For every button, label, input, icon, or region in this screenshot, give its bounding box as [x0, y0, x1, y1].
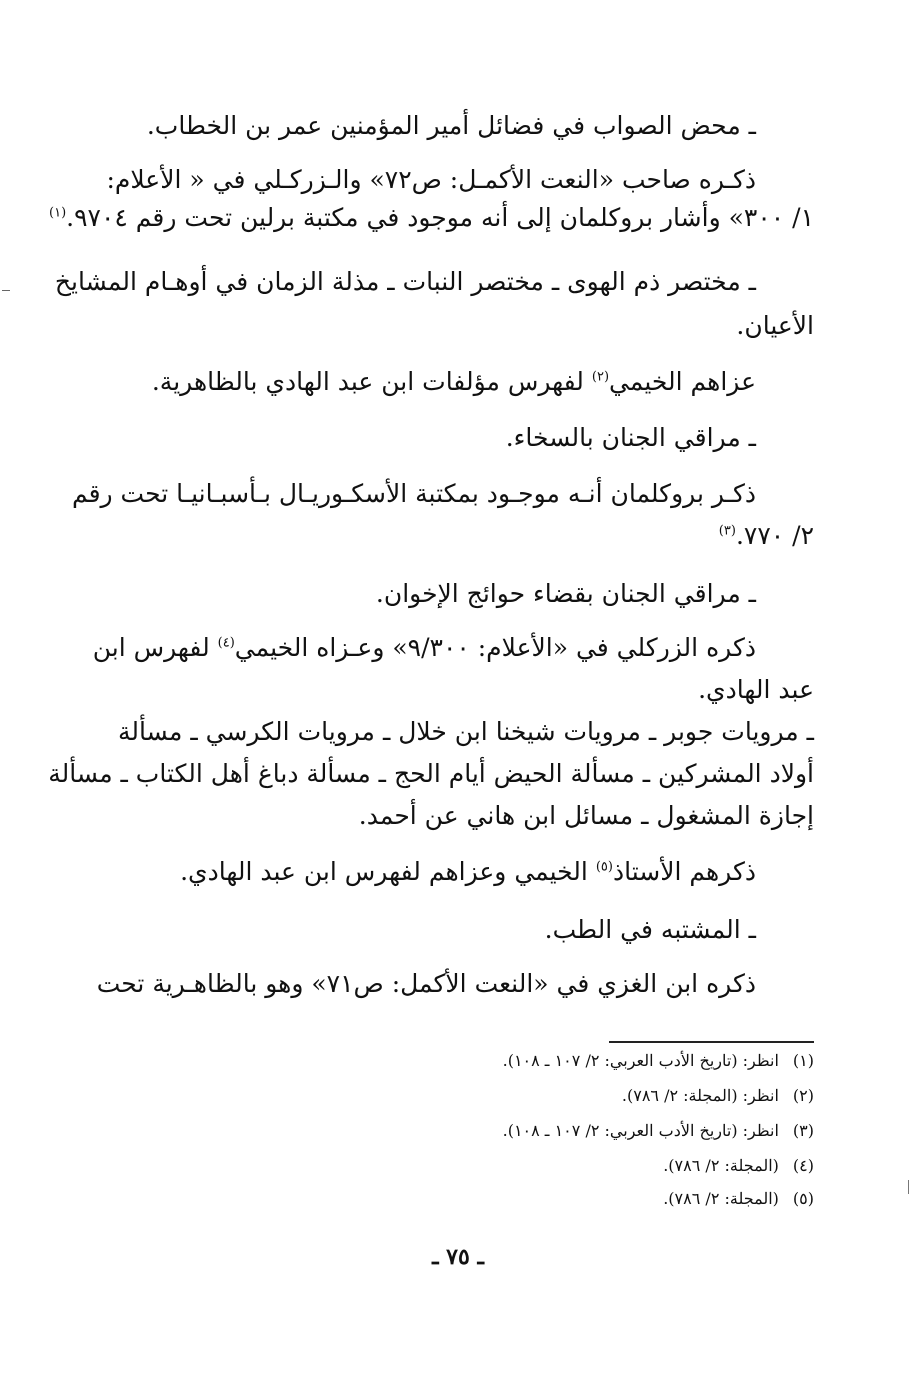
- entry-2-note-a: عزاهم الخيمي: [609, 367, 756, 396]
- entry-4-note-line-2: عبد الهادي.: [698, 675, 814, 704]
- footnote-4-text: (المجلة: ٢/ ٧٨٦).: [663, 1156, 779, 1175]
- entry-1-note-line-2: [49, 200, 814, 236]
- footnote-separator: [609, 1041, 814, 1043]
- footnote-ref-5: (٥): [595, 859, 613, 875]
- page-number: ـ ٧٥ ـ: [432, 1244, 484, 1270]
- entry-2-note-b: لفهرس مؤلفات ابن عبد الهادي بالظاهرية.: [151, 367, 584, 396]
- entry-4-note-b: لفهرس ابن: [92, 633, 210, 662]
- entry-2-title-line-1: ـ مختصر ذم الهوى ـ مختصر النبات ـ مذلة الزمان في أوهـام المشايخ: [54, 267, 756, 296]
- footnote-ref-3: (٣): [718, 523, 736, 539]
- entry-4-title: ـ مراقي الجنان بقضاء حوائج الإخوان.: [375, 579, 756, 608]
- scan-margin-mark-left: [2, 290, 10, 291]
- entry-5-title-line-2: أولاد المشركين ـ مسألة الحيض أيام الحج ـ مسألة دباغ أهل الكتاب ـ مسألة: [48, 759, 814, 788]
- footnote-1: [118, 1050, 814, 1072]
- footnote-3-number: (٣): [792, 1121, 814, 1140]
- entry-5-note-a: ذكرهم الأستاذ: [612, 857, 756, 886]
- footnote-2-number: (٢): [792, 1086, 814, 1105]
- entry-3-note-text: ٢/ ٧٧٠.: [735, 521, 814, 550]
- footnote-3-text: انظر: (تاريخ الأدب العربي: ٢/ ١٠٧ ـ ١٠٨).: [502, 1121, 779, 1140]
- entry-5-note: [118, 854, 814, 890]
- scan-margin-mark-right: [908, 1180, 909, 1194]
- footnote-ref-4: (٤): [217, 635, 235, 651]
- entry-1-note-text: ١/ ٣٠٠» وأشار بروكلمان إلى أنه موجود في مكتبة برلين تحت رقم ٩٧٠٤.: [66, 203, 814, 232]
- entry-5-title-line-1: ـ مرويات جوبر ـ مرويات شيخنا ابن خلال ـ مرويات الكرسي ـ مسألة: [118, 717, 814, 746]
- entry-6-note-line-1: ذكره ابن الغزي في «النعت الأكمل: ص٧١» وهو بالظاهـرية تحت: [96, 969, 756, 998]
- footnote-5-number: (٥): [792, 1189, 814, 1208]
- footnote-5: [118, 1188, 814, 1210]
- footnote-3: [118, 1120, 814, 1142]
- entry-5-note-b: الخيمي وعزاهم لفهرس ابن عبد الهادي.: [180, 857, 588, 886]
- entry-3-title: ـ مراقي الجنان بالسخاء.: [505, 423, 756, 452]
- entry-1-title: ـ محض الصواب في فضائل أمير المؤمنين عمر بن الخطاب.: [146, 111, 756, 140]
- entry-4-note-line-1: [92, 630, 814, 666]
- footnote-2: [118, 1085, 814, 1107]
- footnote-ref-1: (١): [49, 205, 67, 221]
- footnote-5-text: (المجلة: ٢/ ٧٨٦).: [663, 1189, 779, 1208]
- entry-2-title-line-2: الأعيان.: [736, 311, 814, 340]
- footnote-1-text: انظر: (تاريخ الأدب العربي: ٢/ ١٠٧ ـ ١٠٨).: [502, 1051, 779, 1070]
- entry-1-note-line-1: ذكـره صاحب «النعت الأكمـل: ص٧٢» والـزركـلي في « الأعلام:: [106, 165, 756, 194]
- entry-4-note-a: ذكره الزركلي في «الأعلام: ٩/٣٠٠» وعـزاه الخيمي: [234, 633, 756, 662]
- footnote-1-number: (١): [792, 1051, 814, 1070]
- footnote-2-text: انظر: (المجلة: ٢/ ٧٨٦).: [621, 1086, 779, 1105]
- entry-2-note: [118, 364, 814, 400]
- footnote-ref-2: (٢): [591, 369, 610, 385]
- footnote-4: [118, 1155, 814, 1177]
- footnote-4-number: (٤): [792, 1156, 814, 1175]
- entry-5-title-line-3: إجازة المشغول ـ مسائل ابن هاني عن أحمد.: [358, 801, 814, 830]
- entry-3-note-line-2: [118, 518, 814, 554]
- entry-6-title: ـ المشتبه في الطب.: [544, 915, 756, 944]
- entry-3-note-line-1: ذكـر بروكلمان أنـه موجـود بمكتبة الأسكـوريـال بـأسبـانيـا تحت رقم: [71, 479, 756, 508]
